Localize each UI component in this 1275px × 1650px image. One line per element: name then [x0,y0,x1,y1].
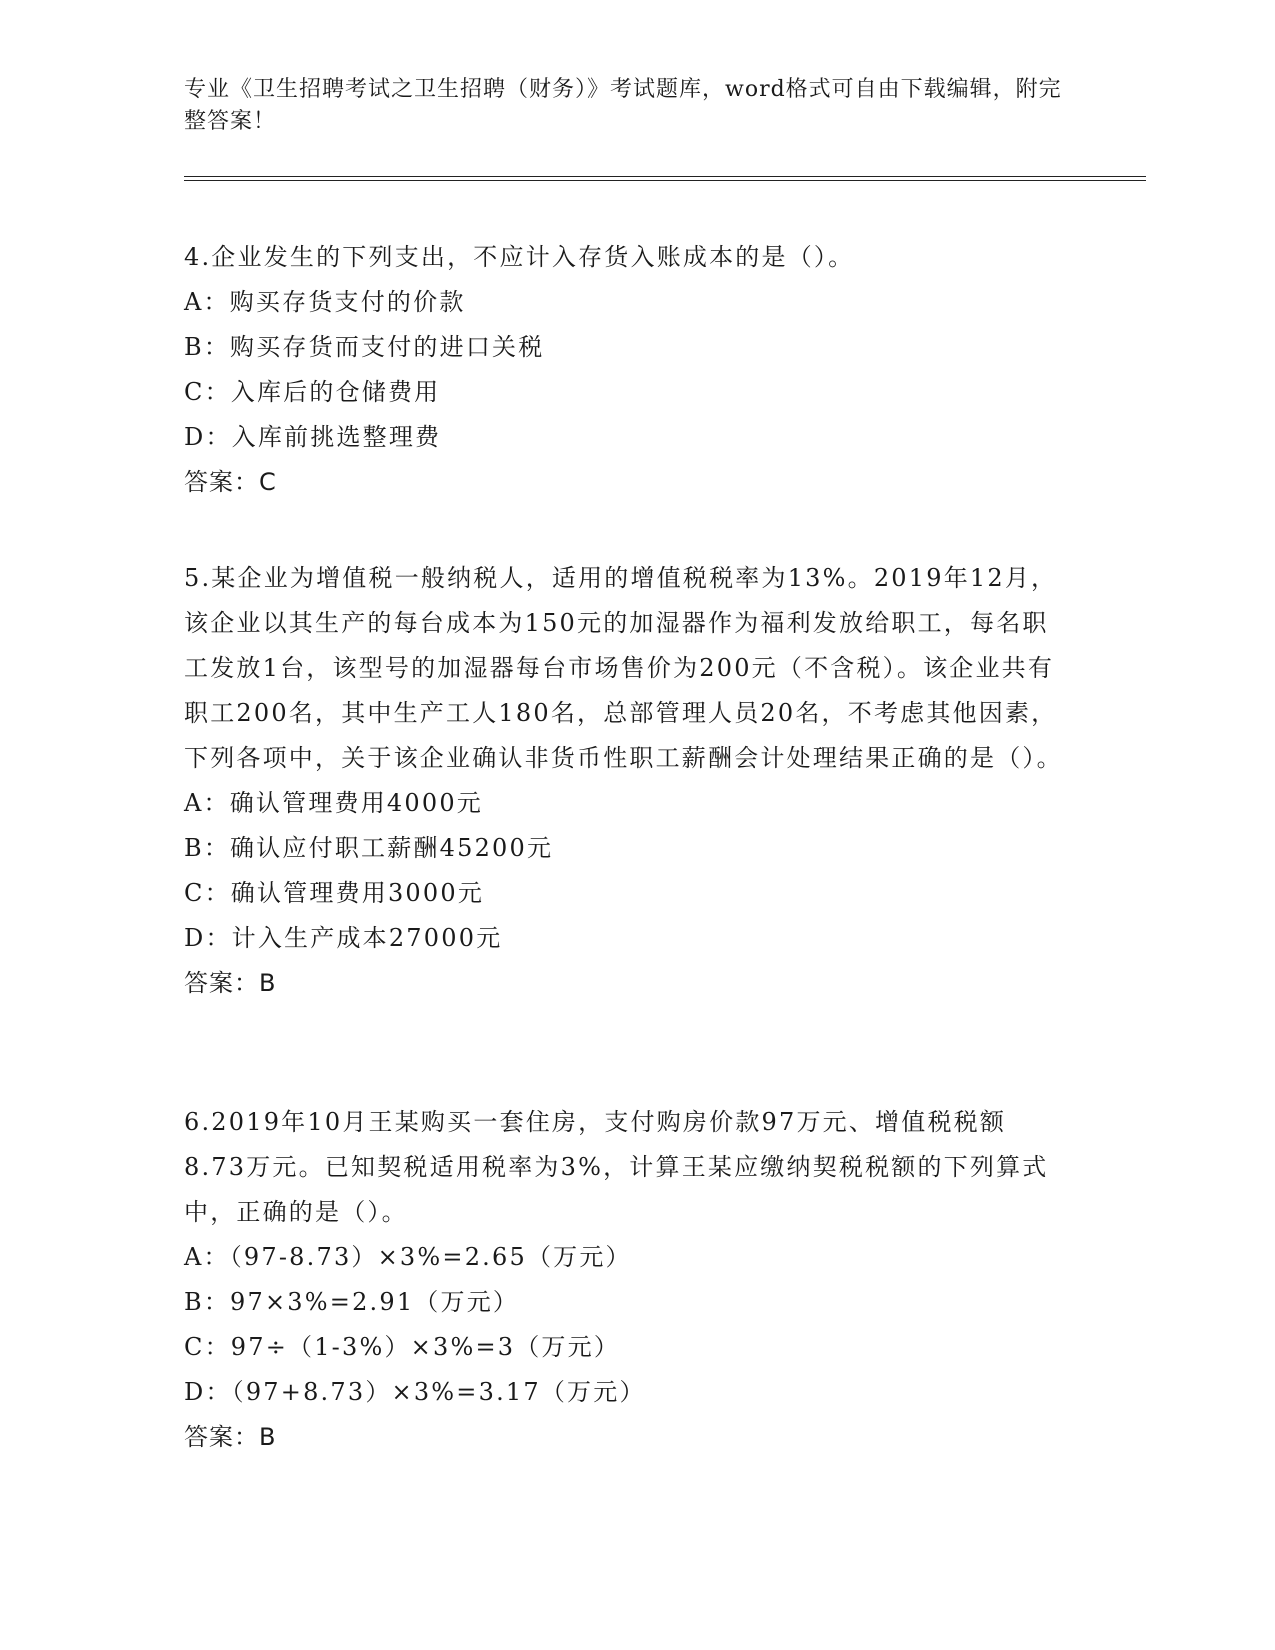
question-stem: 6.2019年10月王某购买一套住房，支付购房价款97万元、增值税税额8.73万元。已知契税适用税率为3%，计算王某应缴纳契税税额的下列算式中，正确的是（）。 [184,1108,1049,1226]
option-d: D：入库前挑选整理费 [184,423,442,451]
option-b: B：97×3%=2.91（万元） [184,1288,520,1316]
option-c: C：确认管理费用3000元 [184,879,485,907]
option-c: C：入库后的仓储费用 [184,378,441,406]
header-divider-bottom [184,180,1146,181]
header-divider-top [184,176,1146,177]
option-a: A：（97-8.73）×3%=2.65（万元） [184,1243,632,1271]
option-a: A：购买存货支付的价款 [184,288,466,316]
option-b: B：确认应付职工薪酬45200元 [184,834,554,862]
question-stem: 5.某企业为增值税一般纳税人，适用的增值税税率为13%。2019年12月，该企业以其生产的每台成本为150元的加湿器作为福利发放给职工，每名职工发放1台，该型号的加湿器每台市场售价为200元（不含税）。该企业共有职工200名，其中生产工人180名，总部管理人员20名，不考虑其他因素，下列各项中，关于该企业确认非货币性职工薪酬会计处理结果正确的是（）。 [184,564,1063,772]
option-d: D：计入生产成本27000元 [184,924,503,952]
answer-line: 答案：B [184,969,277,997]
question-5 [184,556,1064,1006]
answer-line: 答案：C [184,468,277,496]
question-4 [184,235,1064,505]
option-a: A：确认管理费用4000元 [184,789,484,817]
document-header: 专业《卫生招聘考试之卫生招聘（财务）》考试题库，word格式可自由下载编辑，附完整答案！ [184,77,1062,134]
option-b: B：购买存货而支付的进口关税 [184,333,545,361]
question-stem: 4.企业发生的下列支出，不应计入存货入账成本的是（）。 [184,243,855,271]
question-6 [184,1100,1064,1460]
option-c: C：97÷（1-3%）×3%=3（万元） [184,1333,621,1361]
option-d: D：（97+8.73）×3%=3.17（万元） [184,1378,646,1406]
answer-line: 答案：B [184,1423,277,1451]
